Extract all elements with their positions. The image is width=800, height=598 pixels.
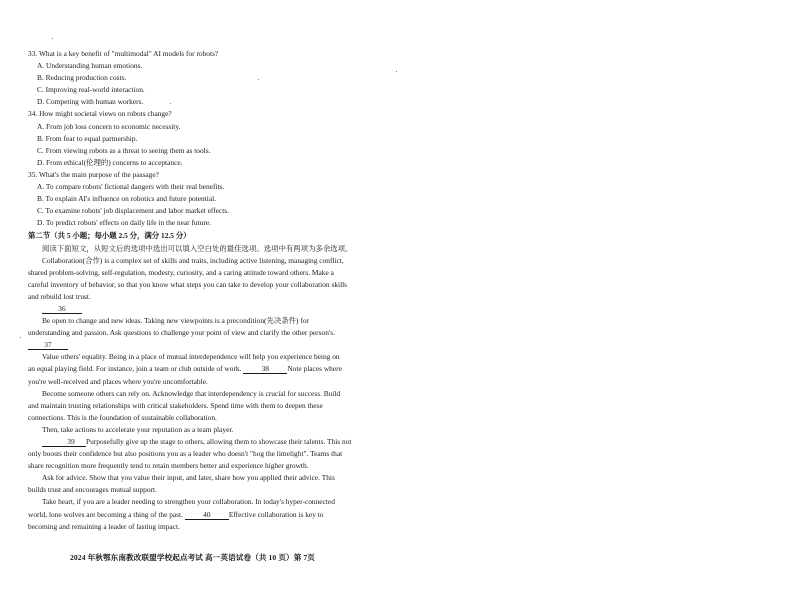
paragraph-4 [28, 388, 388, 424]
paragraph-5 [28, 424, 388, 436]
option-d: D. To predict robots' effects on daily life in the near future. [37, 218, 211, 228]
question-stem: 35. What's the main purpose of the passage? [28, 169, 159, 179]
text-segment: Purposefully give up the stage to others, allowing them to showcase their talents. This not [86, 437, 352, 446]
passage [28, 255, 388, 533]
text-line: Be open to change and new ideas. Taking new viewpoints is a precondition(先决条件) for [42, 316, 309, 326]
text-line: Ask for advice. Show that you value their input, and later, share how you applied their advice. This [42, 473, 335, 483]
text-line: becoming and remaining a leader of lasting impact. [28, 521, 180, 531]
text-line: share recognition more frequently tend to retain members better and experience higher growth. [28, 461, 309, 471]
blank-37-line [28, 339, 388, 351]
option-d: D. From ethical(伦理的) concerns to acceptance. [37, 157, 183, 167]
text-line: only boosts their confidence but also positions you as a leader who doesn't "hog the limelight". Teams that [28, 449, 343, 459]
option-b: B. From fear to equal partnership. [37, 133, 138, 143]
blank-37[interactable]: 37 [28, 340, 68, 350]
blank-39[interactable]: 39 [42, 437, 86, 447]
option-a: A. From job loss concern to economic necessity. [37, 121, 181, 131]
question-35 [28, 169, 388, 229]
text-line: shared problem-solving, self-regulation, modesty, curiosity, and a caring attitude toward others. Make a [28, 267, 334, 277]
option-a: A. To compare robots' fictional dangers with their real benefits. [37, 182, 225, 192]
scan-speck [396, 71, 397, 72]
text-line: understanding and passion. Ask questions to challenge your point of view and clarify the other person's. [28, 328, 335, 338]
paragraph-8 [28, 496, 388, 532]
text-line-with-blank [28, 436, 388, 448]
text-segment: an equal playing field. For instance, join a team or club outside of work. [28, 364, 242, 374]
text-segment: Effective collaboration is key to [228, 509, 324, 519]
option-c: C. From viewing robots as a threat to seeing them as tools. [37, 145, 211, 155]
option-a: A. Understanding human emotions. [37, 61, 143, 71]
text-segment: world, lone wolves are becoming a thing of the past. [28, 509, 183, 519]
scan-speck [52, 38, 53, 39]
scan-speck [20, 337, 21, 338]
question-stem: 33. What is a key benefit of "multimodal" AI models for robots? [28, 49, 219, 58]
text-line: Collaboration(合作) is a complex set of skills and traits, including active listening, managing conflict, [42, 255, 344, 265]
question-33 [28, 48, 388, 108]
option-c: C. Improving real-world interaction. [37, 85, 145, 95]
section-header: 第二节（共 5 小题；每小题 2.5 分，满分 12.5 分） [28, 231, 191, 241]
blank-36[interactable]: 36 [42, 304, 82, 314]
page-footer: 2024 年秋鄂东南教改联盟学校起点考试 高一英语试卷（共 10 页）第 7页 [70, 553, 315, 562]
option-b: B. Reducing production costs. [37, 73, 127, 83]
paragraph-3 [28, 351, 388, 387]
text-line: Then, take actions to accelerate your reputation as a team player. [42, 424, 234, 434]
question-stem: 34. How might societal views on robots change? [28, 109, 172, 119]
blank-38[interactable]: 38 [243, 364, 287, 374]
option-b: B. To explain AI's influence on robotics and future potential. [37, 194, 217, 204]
question-34 [28, 108, 388, 168]
option-c: C. To examine robots' job displacement and labor market effects. [37, 206, 230, 216]
section-instructions: 阅读下面短文，从短文后的选项中选出可以填入空白处的最佳选项。选项中有两项为多余选项。 [42, 243, 353, 253]
option-d: D. Competing with human workers. [37, 97, 144, 107]
text-line: Value others' equality. Being in a place of mutual interdependence will help you experience being on [42, 352, 340, 362]
paragraph-7 [28, 472, 388, 496]
text-line-with-blank [28, 509, 388, 521]
text-line: careful inventory of behavior, so that you know what steps you can take to develop your collaboration skills [28, 279, 348, 289]
text-line-with-blank [28, 363, 388, 375]
paragraph-1 [28, 255, 388, 303]
paragraph-2 [28, 315, 388, 339]
text-line: and rebuild lost trust. [28, 291, 91, 301]
paragraph-6 [28, 436, 388, 472]
text-segment: Note places where [287, 364, 342, 374]
text-line: builds trust and encourages mutual support. [28, 485, 157, 495]
text-line: connections. This is the foundation of sustainable collaboration. [28, 412, 217, 422]
blank-36-line [28, 303, 388, 315]
exam-content [28, 48, 388, 533]
text-line: and maintain trusting relationships with critical stakeholders. Spend time with them to deepen these [28, 400, 323, 410]
text-line: Become someone others can rely on. Acknowledge that interdependency is crucial for success. Build [42, 388, 341, 398]
text-line: you're well-received and places where you're uncomfortable. [28, 376, 208, 386]
text-line: Take heart, if you are a leader needing to strengthen your collaboration. In today's hyper-connected [42, 497, 335, 507]
blank-40[interactable]: 40 [185, 510, 229, 520]
